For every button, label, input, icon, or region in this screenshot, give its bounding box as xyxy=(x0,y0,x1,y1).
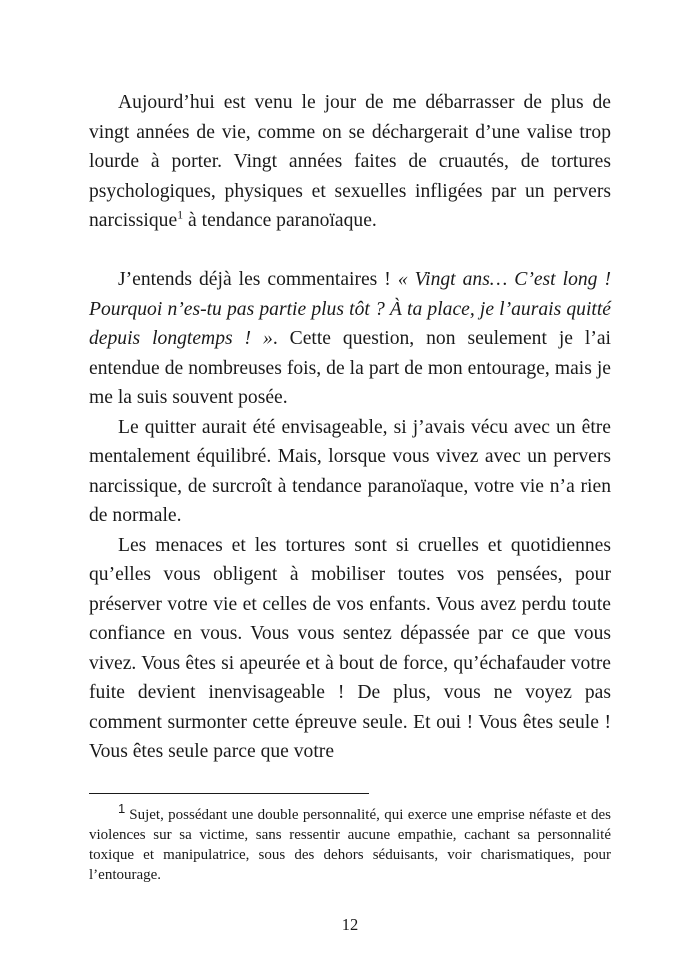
footnote xyxy=(89,801,611,885)
footnote-mark: 1 xyxy=(118,801,126,816)
paragraph-1 xyxy=(89,88,611,236)
paragraph-3: Le quitter aurait été envisageable, si j’avais vécu avec un être mentalement équilibré. Mais, lorsque vous vivez avec un pervers narcissique, de surcroît à tendance paranoïaque, votre vie n’a rien de normale. xyxy=(89,416,611,526)
page-number: 12 xyxy=(341,915,359,934)
paragraph-2-quote: « Vingt ans… C’est long ! Pourquoi n’es-tu pas partie plus tôt ? À ta place, je l’aurais quitté depuis longtemps ! » xyxy=(89,269,611,349)
footnote-text: Sujet, possédant une double personnalité, qui exerce une emprise néfaste et des violences sur sa victime, sans ressentir aucune empathie, cachant sa personnalité toxique et manipulatrice, sous des dehors séduisants, voir charismatiques, pour l’entourage. xyxy=(89,807,611,883)
footnote-reference: 1 xyxy=(177,207,184,222)
paragraph-2-intro: J’entends déjà les commentaires ! xyxy=(118,269,398,290)
paragraph-2 xyxy=(89,265,611,413)
main-text xyxy=(89,88,611,767)
paragraph-1-text: Aujourd’hui est venu le jour de me débarrasser de plus de vingt années de vie, comme on se déchargerait d’une valise trop lourde à porter. Vingt années faites de cruautés, de tortures psychologiques, physiques et sexuelles infligées par un pervers narcissique xyxy=(89,92,611,231)
paragraph-4: Les menaces et les tortures sont si cruelles et quotidiennes qu’elles vous obligent à mobiliser toutes vos pensées, pour préserver votre vie et celles de vos enfants. Vous avez perdu toute confiance en vous. Vous vous sentez dépassée par ce que vous vivez. Vous êtes si apeurée et à bout de force, qu’échafauder votre fuite devient inenvisageable ! De plus, vous ne voyez pas comment surmonter cette épreuve seule. Et oui ! Vous êtes seule ! Vous êtes seule parce que votre xyxy=(89,534,611,762)
paragraph-1-text-end: à tendance paranoïaque. xyxy=(183,210,377,231)
paragraph-2-rest: . Cette question, non seulement je l’ai entendue de nombreuses fois, de la part de mon entourage, mais je me la suis souvent posée. xyxy=(89,328,611,408)
footnote-separator xyxy=(89,793,369,794)
